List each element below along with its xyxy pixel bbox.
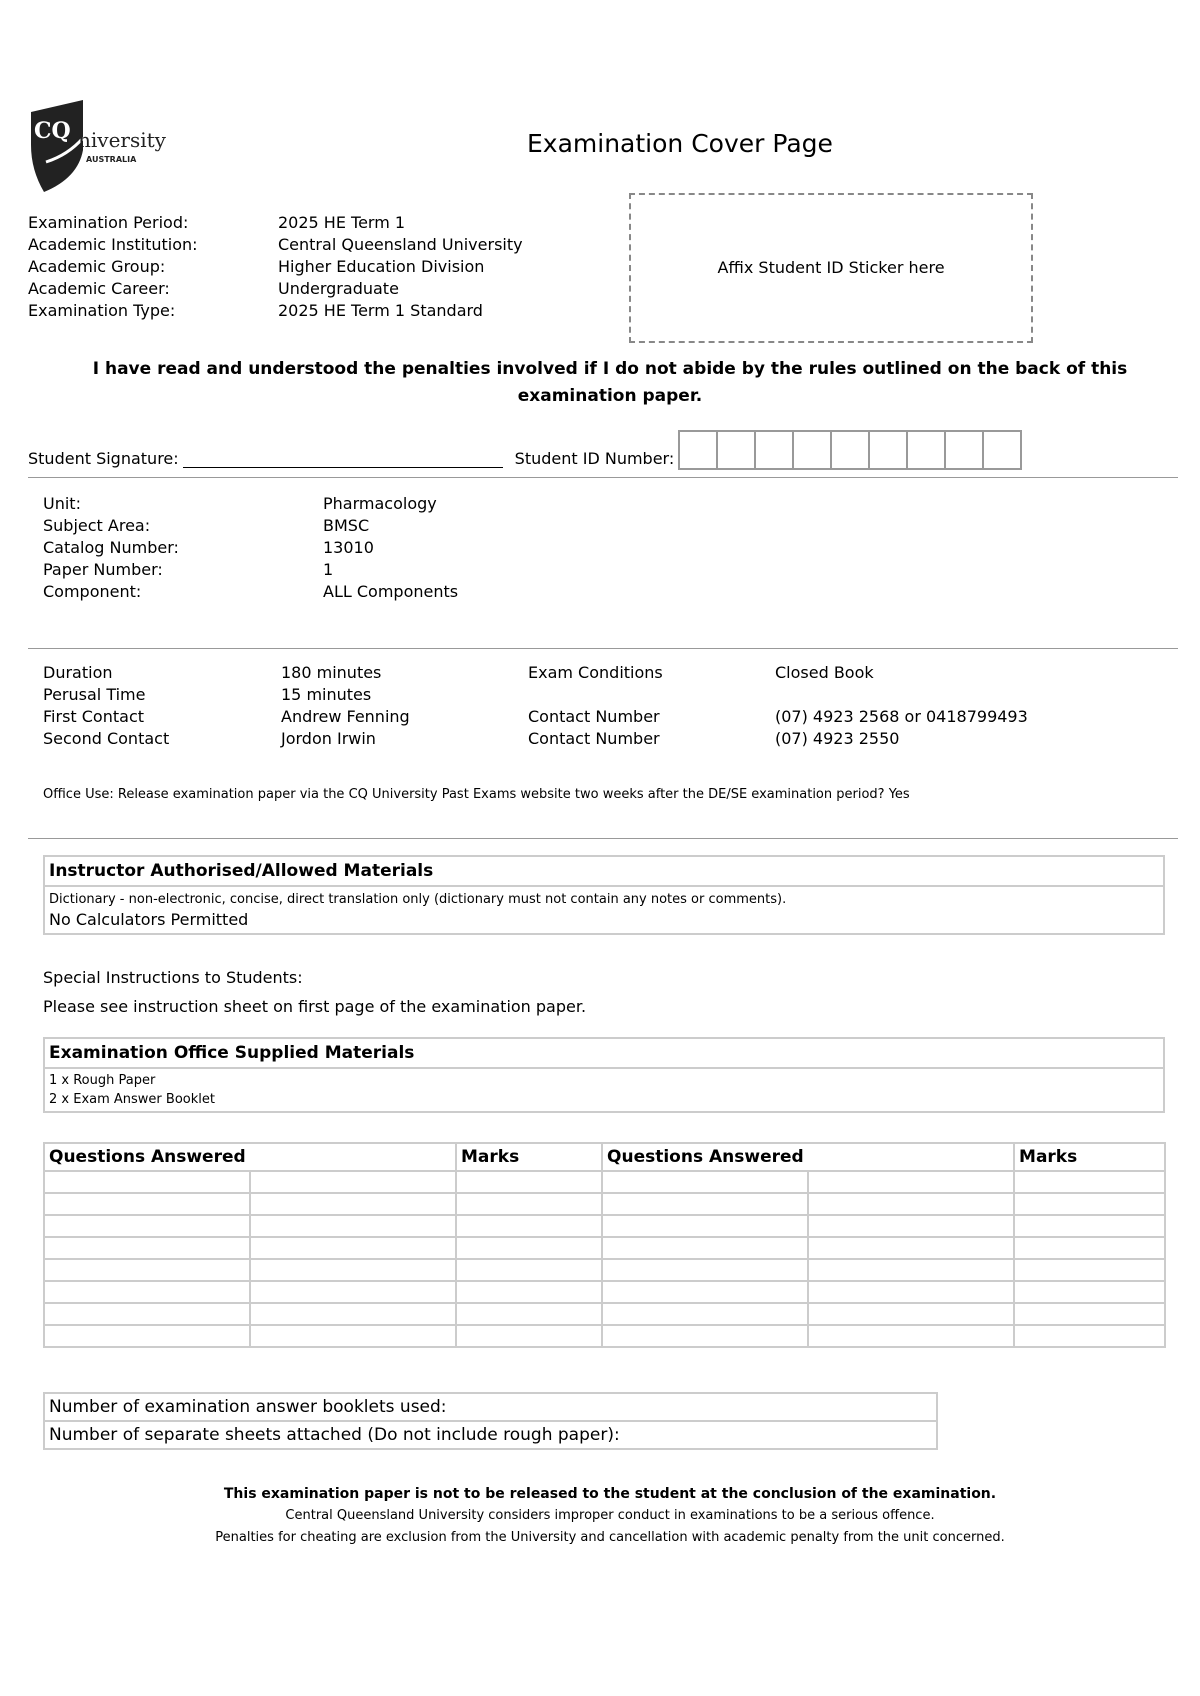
table-cell[interactable] bbox=[44, 1259, 250, 1281]
exam-info-label: Academic Group: bbox=[28, 257, 166, 276]
table-row bbox=[44, 1193, 1165, 1215]
footer-notice bbox=[40, 1483, 1180, 1549]
footer-line: Penalties for cheating are exclusion from the University and cancellation with academic penalty from the unit concerned. bbox=[215, 1530, 1005, 1545]
detail-value: 180 minutes bbox=[281, 663, 382, 682]
questions-answered-table bbox=[43, 1142, 1166, 1348]
table-cell[interactable] bbox=[602, 1237, 808, 1259]
table-cell[interactable] bbox=[250, 1215, 456, 1237]
unit-info-row bbox=[43, 559, 458, 581]
exam-info-row bbox=[28, 256, 523, 278]
unit-info-row bbox=[43, 581, 458, 603]
table-cell[interactable] bbox=[250, 1281, 456, 1303]
svg-text:AUSTRALIA: AUSTRALIA bbox=[86, 155, 137, 164]
table-row bbox=[44, 1281, 1165, 1303]
table-cell[interactable] bbox=[250, 1171, 456, 1193]
allowed-materials-box bbox=[43, 855, 1165, 935]
exam-info-row bbox=[28, 278, 523, 300]
id-digit-box[interactable] bbox=[794, 432, 832, 468]
unit-info-value: ALL Components bbox=[323, 582, 459, 601]
unit-info-block bbox=[43, 493, 458, 603]
table-cell[interactable] bbox=[1014, 1215, 1165, 1237]
unit-info-value: 13010 bbox=[323, 538, 374, 557]
exam-info-label: Examination Period: bbox=[28, 213, 189, 232]
table-cell[interactable] bbox=[44, 1303, 250, 1325]
table-row bbox=[44, 1215, 1165, 1237]
exam-info-value: Higher Education Division bbox=[278, 257, 485, 276]
exam-info-row bbox=[28, 300, 523, 322]
table-cell[interactable] bbox=[602, 1259, 808, 1281]
table-cell[interactable] bbox=[44, 1171, 250, 1193]
table-cell[interactable] bbox=[808, 1171, 1014, 1193]
booklets-table bbox=[43, 1392, 938, 1450]
id-digit-box[interactable] bbox=[908, 432, 946, 468]
divider bbox=[28, 477, 1178, 478]
detail-label: Contact Number bbox=[528, 707, 660, 726]
unit-info-label: Component: bbox=[43, 582, 142, 601]
divider bbox=[28, 838, 1178, 839]
supplied-material-item: 1 x Rough Paper bbox=[49, 1073, 156, 1088]
table-cell[interactable] bbox=[808, 1215, 1014, 1237]
unit-info-value: Pharmacology bbox=[323, 494, 437, 513]
unit-info-row bbox=[43, 537, 458, 559]
exam-info-value: Central Queensland University bbox=[278, 235, 523, 254]
supplied-materials-box bbox=[43, 1037, 1165, 1113]
exam-info-block bbox=[28, 212, 523, 322]
table-cell[interactable] bbox=[456, 1171, 602, 1193]
footer-line: Central Queensland University considers improper conduct in examinations to be a serious offence. bbox=[285, 1508, 935, 1523]
exam-info-value: 2025 HE Term 1 bbox=[278, 213, 406, 232]
detail-value: Closed Book bbox=[775, 663, 874, 682]
table-row bbox=[44, 1237, 1165, 1259]
table-cell[interactable] bbox=[44, 1193, 250, 1215]
id-digit-box[interactable] bbox=[756, 432, 794, 468]
table-cell[interactable] bbox=[250, 1237, 456, 1259]
exam-info-label: Academic Institution: bbox=[28, 235, 198, 254]
svg-text:CQ: CQ bbox=[34, 118, 71, 144]
id-digit-box[interactable] bbox=[870, 432, 908, 468]
table-cell[interactable] bbox=[44, 1325, 250, 1347]
unit-info-label: Catalog Number: bbox=[43, 538, 179, 557]
detail-value: Andrew Fenning bbox=[281, 707, 410, 726]
unit-info-label: Subject Area: bbox=[43, 516, 151, 535]
signature-label: Student Signature: bbox=[28, 449, 179, 468]
table-row bbox=[44, 1303, 1165, 1325]
table-row bbox=[44, 1421, 937, 1449]
column-header: Marks bbox=[1014, 1143, 1165, 1171]
table-cell[interactable] bbox=[602, 1215, 808, 1237]
exam-info-row bbox=[28, 212, 523, 234]
unit-info-label: Paper Number: bbox=[43, 560, 163, 579]
special-instructions-text: Please see instruction sheet on first page of the examination paper. bbox=[43, 997, 587, 1016]
signature-row bbox=[28, 430, 1022, 470]
exam-info-label: Academic Career: bbox=[28, 279, 170, 298]
unit-info-value: BMSC bbox=[323, 516, 370, 535]
column-header: Questions Answered bbox=[602, 1143, 1014, 1171]
table-cell[interactable] bbox=[1014, 1303, 1165, 1325]
detail-label: Exam Conditions bbox=[528, 663, 663, 682]
allowed-materials-heading: Instructor Authorised/Allowed Materials bbox=[45, 857, 1163, 887]
table-cell[interactable] bbox=[808, 1281, 1014, 1303]
table-cell[interactable] bbox=[456, 1281, 602, 1303]
sticker-label: Affix Student ID Sticker here bbox=[717, 258, 945, 277]
detail-label: Duration bbox=[43, 663, 113, 682]
exam-info-value: Undergraduate bbox=[278, 279, 399, 298]
table-cell[interactable] bbox=[250, 1259, 456, 1281]
booklets-used-field[interactable]: Number of examination answer booklets used: bbox=[44, 1393, 937, 1421]
detail-value: (07) 4923 2550 bbox=[775, 729, 900, 748]
table-cell[interactable] bbox=[456, 1325, 602, 1347]
table-cell[interactable] bbox=[602, 1325, 808, 1347]
student-id-sticker-area bbox=[629, 193, 1033, 343]
table-cell[interactable] bbox=[1014, 1171, 1165, 1193]
detail-value: (07) 4923 2568 or 0418799493 bbox=[775, 707, 1028, 726]
table-cell[interactable] bbox=[456, 1259, 602, 1281]
table-cell[interactable] bbox=[602, 1281, 808, 1303]
page-title: Examination Cover Page bbox=[527, 129, 833, 158]
table-row bbox=[44, 1393, 937, 1421]
table-cell[interactable] bbox=[1014, 1325, 1165, 1347]
table-cell[interactable] bbox=[456, 1215, 602, 1237]
detail-value: 15 minutes bbox=[281, 685, 372, 704]
table-row bbox=[44, 1325, 1165, 1347]
special-instructions-label: Special Instructions to Students: bbox=[43, 968, 303, 987]
table-cell[interactable] bbox=[808, 1259, 1014, 1281]
declaration-text: I have read and understood the penalties involved if I do not abide by the rules outlined on the back of this examination paper. bbox=[92, 359, 1128, 406]
table-cell[interactable] bbox=[808, 1193, 1014, 1215]
table-row bbox=[44, 1171, 1165, 1193]
student-id-label: Student ID Number: bbox=[514, 449, 675, 468]
exam-details-grid bbox=[43, 662, 1035, 750]
unit-info-label: Unit: bbox=[43, 494, 81, 513]
allowed-material-item: Dictionary - non-electronic, concise, direct translation only (dictionary must not contain any notes or comments). bbox=[49, 892, 787, 907]
table-cell[interactable] bbox=[456, 1303, 602, 1325]
table-cell[interactable] bbox=[602, 1193, 808, 1215]
table-cell[interactable] bbox=[1014, 1237, 1165, 1259]
exam-info-label: Examination Type: bbox=[28, 301, 176, 320]
table-cell[interactable] bbox=[250, 1303, 456, 1325]
supplied-materials-heading: Examination Office Supplied Materials bbox=[45, 1039, 1163, 1069]
table-cell[interactable] bbox=[456, 1237, 602, 1259]
detail-label: Contact Number bbox=[528, 729, 660, 748]
detail-value bbox=[775, 684, 1035, 706]
allowed-material-item: No Calculators Permitted bbox=[49, 910, 249, 929]
table-cell[interactable] bbox=[250, 1193, 456, 1215]
table-cell[interactable] bbox=[44, 1237, 250, 1259]
table-cell[interactable] bbox=[602, 1171, 808, 1193]
svg-text:niversity: niversity bbox=[78, 128, 166, 152]
unit-info-row bbox=[43, 515, 458, 537]
id-digit-box[interactable] bbox=[718, 432, 756, 468]
detail-label: Perusal Time bbox=[43, 685, 146, 704]
supplied-material-item: 2 x Exam Answer Booklet bbox=[49, 1092, 215, 1107]
table-cell[interactable] bbox=[1014, 1281, 1165, 1303]
cq-university-logo bbox=[28, 100, 188, 192]
table-cell[interactable] bbox=[808, 1325, 1014, 1347]
detail-label: Second Contact bbox=[43, 729, 170, 748]
detail-value: Jordon Irwin bbox=[281, 729, 376, 748]
table-row bbox=[44, 1259, 1165, 1281]
table-cell[interactable] bbox=[456, 1193, 602, 1215]
detail-label bbox=[528, 684, 775, 706]
table-cell[interactable] bbox=[808, 1237, 1014, 1259]
column-header: Questions Answered bbox=[44, 1143, 456, 1171]
id-digit-box[interactable] bbox=[984, 432, 1020, 468]
table-cell[interactable] bbox=[808, 1303, 1014, 1325]
table-cell[interactable] bbox=[250, 1325, 456, 1347]
exam-info-row bbox=[28, 234, 523, 256]
footer-line: This examination paper is not to be released to the student at the conclusion of the examination. bbox=[223, 1486, 997, 1502]
student-id-boxes[interactable] bbox=[678, 430, 1022, 470]
table-cell[interactable] bbox=[1014, 1193, 1165, 1215]
id-digit-box[interactable] bbox=[680, 432, 718, 468]
id-digit-box[interactable] bbox=[832, 432, 870, 468]
table-cell[interactable] bbox=[602, 1303, 808, 1325]
id-digit-box[interactable] bbox=[946, 432, 984, 468]
divider bbox=[28, 648, 1178, 649]
unit-info-value: 1 bbox=[323, 560, 334, 579]
table-cell[interactable] bbox=[1014, 1259, 1165, 1281]
table-header-row bbox=[44, 1143, 1165, 1171]
detail-label: First Contact bbox=[43, 707, 145, 726]
unit-info-row bbox=[43, 493, 458, 515]
exam-info-value: 2025 HE Term 1 Standard bbox=[278, 301, 483, 320]
office-use-note: Office Use: Release examination paper via the CQ University Past Exams website two weeks after the DE/SE examination period? Yes bbox=[43, 787, 910, 802]
separate-sheets-field[interactable]: Number of separate sheets attached (Do not include rough paper): bbox=[44, 1421, 937, 1449]
table-cell[interactable] bbox=[44, 1215, 250, 1237]
column-header: Marks bbox=[456, 1143, 602, 1171]
signature-field[interactable] bbox=[183, 447, 503, 468]
table-cell[interactable] bbox=[44, 1281, 250, 1303]
